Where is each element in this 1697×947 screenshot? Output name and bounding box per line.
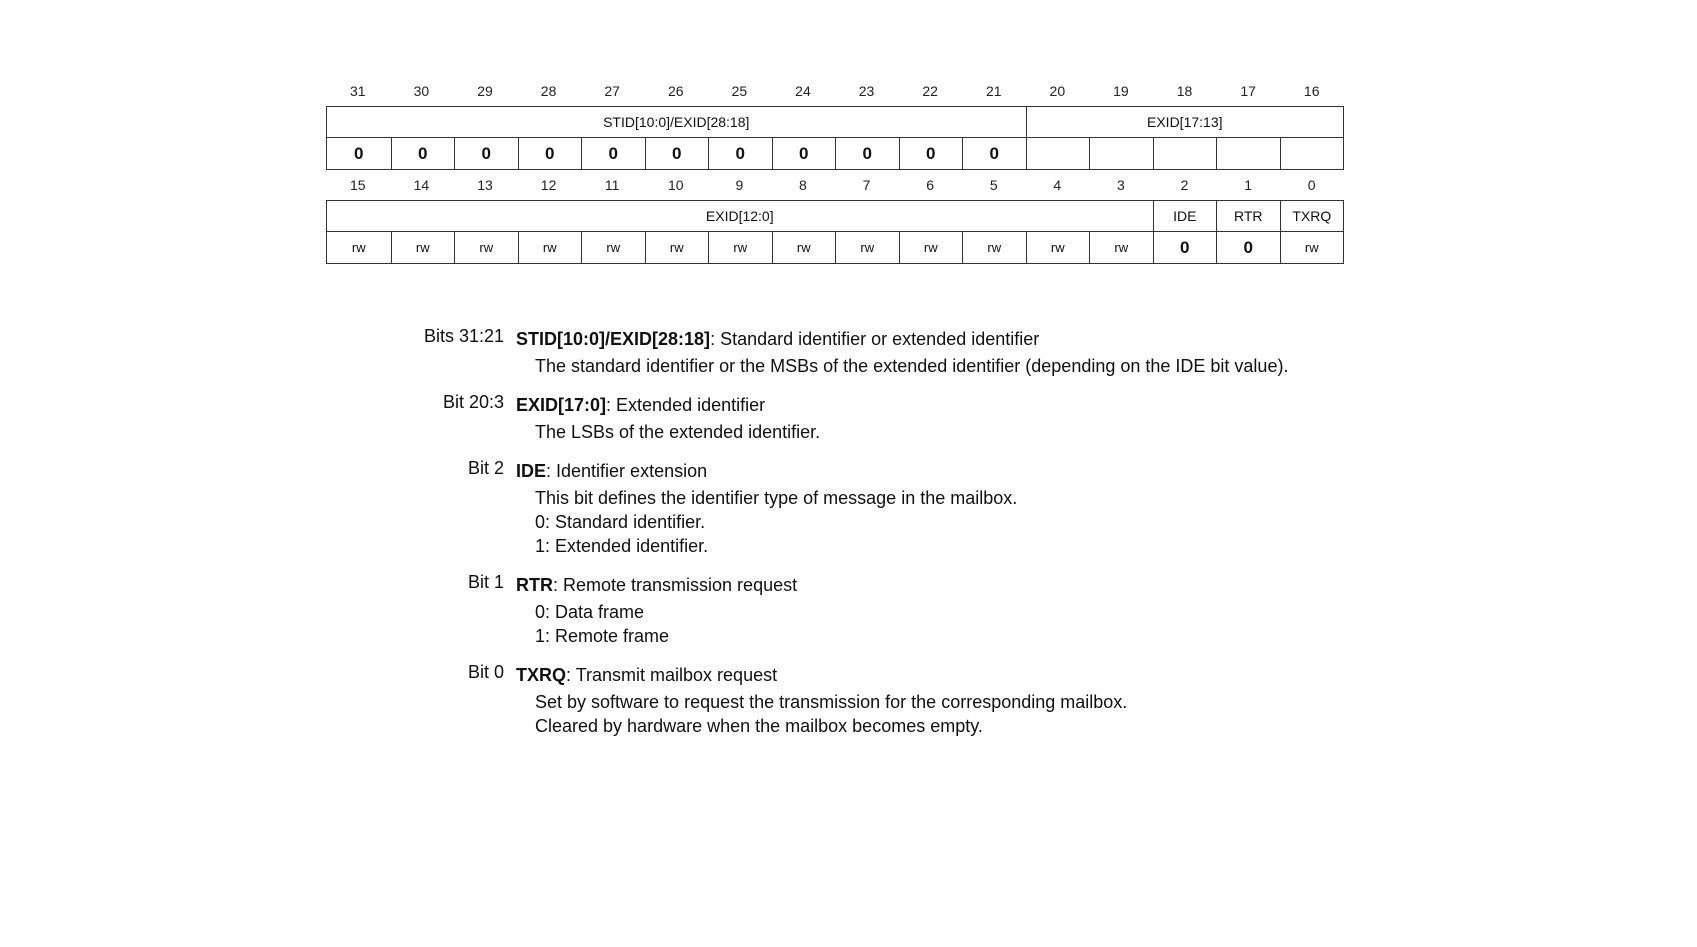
description-line: Cleared by hardware when the mailbox becomes empty.	[535, 716, 983, 736]
value-cell: rw	[581, 232, 645, 263]
field-cell: IDE	[1153, 201, 1217, 231]
bit-number: 29	[477, 83, 493, 99]
bit-number: 1	[1244, 177, 1252, 193]
bit-range-label: Bit 1	[467, 572, 504, 592]
field-name: TXRQ	[516, 665, 567, 685]
bit-number: 27	[604, 83, 620, 99]
description-line: 0: Standard identifier.	[535, 512, 706, 532]
field-cell: EXID[12:0]	[705, 208, 774, 224]
upper-bit-numbers	[326, 76, 1344, 106]
value-cell: rw	[454, 232, 518, 263]
description-line: Set by software to request the transmission for the corresponding mailbox.	[535, 692, 1128, 712]
bit-number: 16	[1303, 83, 1320, 99]
value-cell: rw	[708, 232, 772, 263]
value-cell: rw	[518, 232, 582, 263]
field-cell: STID[10:0]/EXID[28:18]	[603, 114, 750, 130]
bit-number: 24	[795, 83, 811, 99]
value-cell: rw	[835, 232, 899, 263]
value-cell: 0	[391, 138, 455, 169]
bit-number: 3	[1117, 177, 1125, 193]
value-cell: 0	[708, 138, 772, 169]
value-cell: rw	[351, 240, 366, 255]
field-title: : Identifier extension	[546, 461, 708, 481]
lower-bit-numbers	[326, 170, 1344, 200]
value-cell: rw	[645, 232, 709, 263]
bit-number: 5	[989, 177, 998, 193]
value-cell: 0	[518, 138, 582, 169]
field-name: IDE	[516, 461, 547, 481]
bit-number: 11	[604, 177, 620, 193]
field-cell: TXRQ	[1280, 201, 1344, 231]
description-entry	[0, 572, 1697, 648]
value-cell	[1089, 138, 1153, 169]
description-body	[535, 420, 1315, 444]
bit-range-label: Bit 2	[467, 458, 504, 478]
description-line: 1: Extended identifier.	[535, 536, 709, 556]
description-heading	[516, 326, 1697, 352]
value-cell: 0	[645, 138, 709, 169]
field-title: : Standard identifier or extended identifier	[710, 329, 1040, 349]
bit-number: 8	[799, 177, 807, 193]
value-cell: rw	[391, 232, 455, 263]
bit-number: 15	[350, 177, 366, 193]
value-cell: rw	[899, 232, 963, 263]
field-cell: RTR	[1216, 201, 1280, 231]
bit-number: 12	[540, 177, 557, 193]
description-entry	[0, 326, 1697, 378]
register-diagram	[326, 76, 1344, 264]
description-entry	[0, 458, 1697, 558]
field-cell: EXID[17:13]	[1026, 107, 1344, 137]
value-cell: rw	[1026, 232, 1090, 263]
bit-number: 10	[667, 177, 684, 193]
bit-number: 9	[735, 177, 744, 193]
bit-number: 30	[413, 83, 430, 99]
value-cell: 0	[1153, 232, 1217, 263]
bit-number: 19	[1113, 83, 1129, 99]
bit-number: 21	[985, 83, 1002, 99]
bit-number: 4	[1053, 177, 1062, 193]
field-title: : Extended identifier	[606, 395, 766, 415]
description-entry	[0, 662, 1697, 738]
bit-descriptions	[0, 326, 1697, 752]
bit-number: 25	[731, 83, 748, 99]
description-heading	[516, 392, 1697, 418]
bit-number: 23	[858, 83, 875, 99]
bit-number: 20	[1049, 83, 1066, 99]
description-line: The standard identifier or the MSBs of the extended identifier (depending on the IDE bit value).	[535, 356, 1289, 376]
value-cell: 0	[899, 138, 963, 169]
value-cell: rw	[1280, 232, 1344, 263]
bit-range-label: Bit 0	[467, 662, 504, 682]
value-cell: 0	[581, 138, 645, 169]
description-line: The LSBs of the extended identifier.	[535, 422, 821, 442]
value-cell: 0	[835, 138, 899, 169]
description-heading	[516, 662, 1697, 688]
upper-field-row	[326, 106, 1344, 138]
description-line: 1: Remote frame	[535, 626, 670, 646]
field-name: EXID[17:0]	[516, 395, 607, 415]
value-cell	[1280, 138, 1344, 169]
bit-number: 22	[922, 83, 938, 99]
description-heading	[516, 458, 1697, 484]
bit-number: 14	[413, 177, 430, 193]
description-body	[535, 600, 1315, 648]
bit-number: 26	[667, 83, 684, 99]
bit-number: 13	[477, 177, 493, 193]
value-cell: rw	[962, 232, 1026, 263]
field-name: RTR	[516, 575, 553, 595]
value-cell	[1026, 138, 1090, 169]
value-cell: 0	[354, 143, 364, 163]
bit-number: 18	[1176, 83, 1193, 99]
value-cell: 0	[454, 138, 518, 169]
bit-range-label: Bit 20:3	[442, 392, 504, 412]
description-line: 0: Data frame	[535, 602, 645, 622]
field-name: STID[10:0]/EXID[28:18]	[516, 329, 711, 349]
value-cell	[1216, 138, 1280, 169]
description-body	[535, 690, 1315, 738]
upper-value-row	[326, 138, 1344, 170]
bit-number: 0	[1307, 177, 1316, 193]
bit-number: 17	[1240, 83, 1256, 99]
bit-number: 31	[350, 83, 366, 99]
value-cell: rw	[772, 232, 836, 263]
description-body	[535, 354, 1315, 378]
description-body	[535, 486, 1315, 558]
bit-range-label: Bits 31:21	[423, 326, 504, 346]
description-entry	[0, 392, 1697, 444]
lower-value-row	[326, 232, 1344, 264]
bit-number: 2	[1180, 177, 1189, 193]
value-cell: rw	[1089, 232, 1153, 263]
description-line: This bit defines the identifier type of message in the mailbox.	[535, 488, 1018, 508]
description-heading	[516, 572, 1697, 598]
bit-number: 28	[540, 83, 557, 99]
value-cell: 0	[962, 138, 1026, 169]
field-title: : Remote transmission request	[553, 575, 798, 595]
value-cell: 0	[772, 138, 836, 169]
lower-field-row	[326, 200, 1344, 232]
value-cell: 0	[1216, 232, 1280, 263]
bit-number: 7	[862, 177, 871, 193]
bit-number: 6	[926, 177, 935, 193]
field-title: : Transmit mailbox request	[566, 665, 778, 685]
value-cell	[1153, 138, 1217, 169]
